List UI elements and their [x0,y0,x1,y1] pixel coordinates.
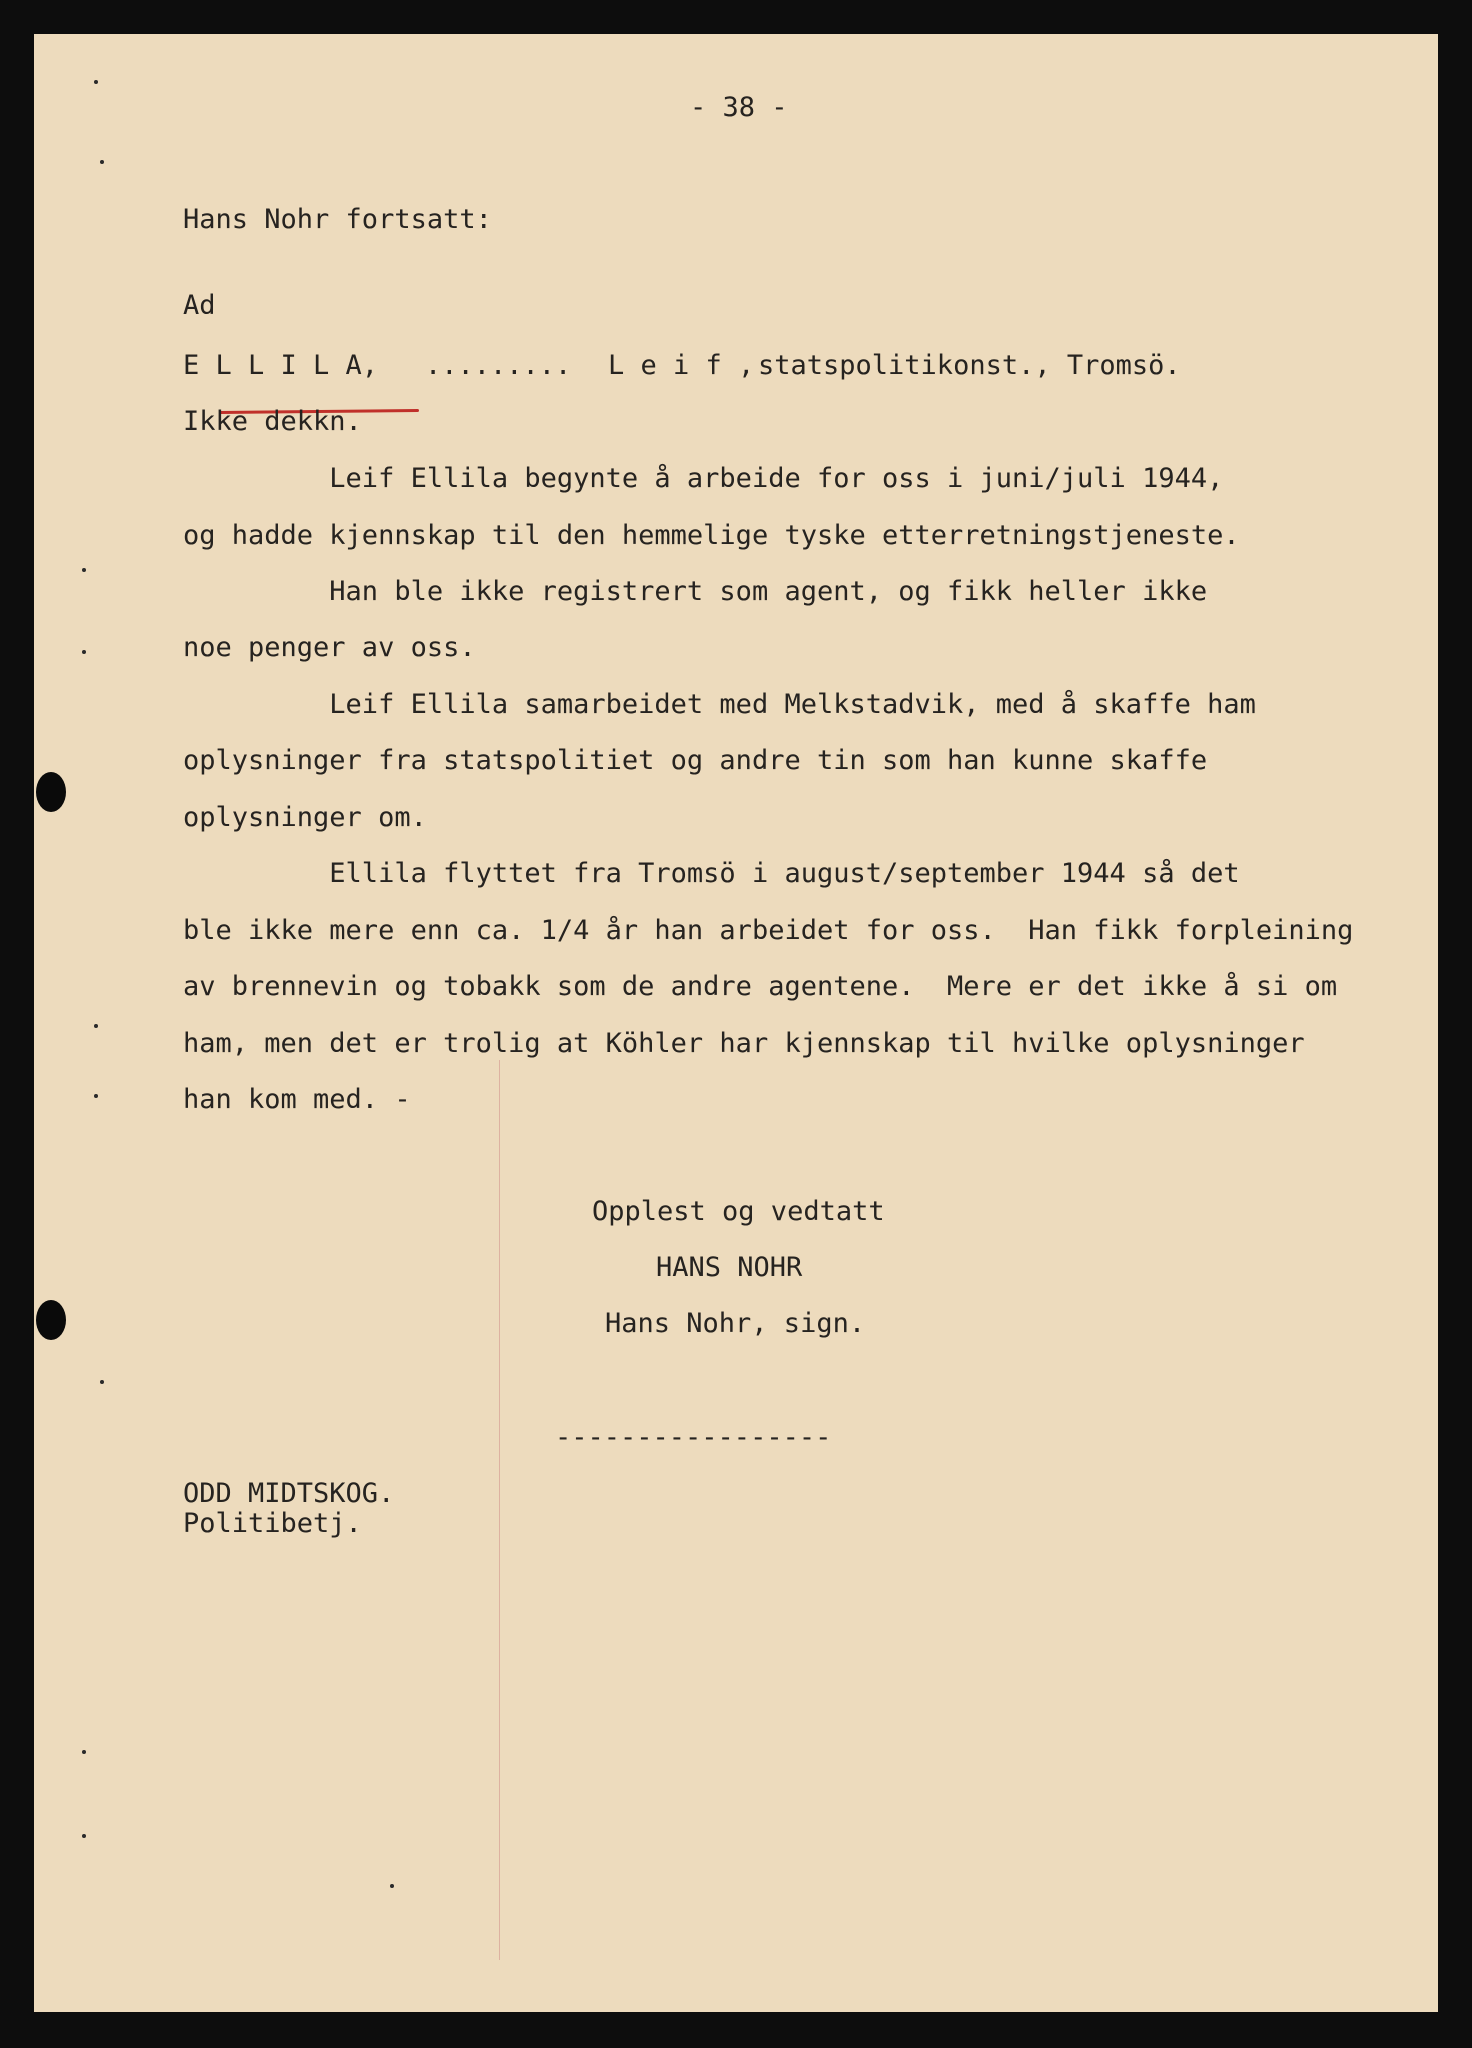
speck [82,650,86,654]
entry-surname: E L L I L A, [183,350,379,381]
body-line: Leif Ellila samarbeidet med Melkstadvik, med å skaffe ham [183,689,1256,720]
body-line: Han ble ikke registrert som agent, og fikk heller ikke [183,576,1208,607]
separator-line: ----------------- [555,1422,832,1453]
speck [82,568,86,572]
document-page [34,34,1438,2012]
speck [94,1094,98,1098]
body-line: han kom med. - [183,1084,411,1115]
margin-line [499,1060,500,1960]
speck [100,1380,104,1384]
speck [82,1834,86,1838]
ad-label: Ad [183,290,216,321]
entry-title-place: statspolitikonst., Tromsö. [758,350,1181,381]
speck [82,1750,86,1754]
read-approved: Opplest og vedtatt [592,1196,885,1227]
speck [94,1024,98,1028]
officer-rank: Politibetj. [183,1508,362,1539]
body-line: oplysninger fra statspolitiet og andre tin som han kunne skaffe [183,745,1208,776]
body-line: Ellila flyttet fra Tromsö i august/september 1944 så det [183,858,1240,889]
speck [390,1884,394,1888]
entry-firstname: L e i f , [608,350,755,381]
cover-status: Ikke dekkn. [183,406,362,437]
body-line: og hadde kjennskap til den hemmelige tyske etterretningstjeneste. [183,520,1240,551]
officer-name: ODD MIDTSKOG. [183,1478,395,1509]
punch-hole [36,772,66,812]
speck [100,160,104,164]
body-line: ham, men det er trolig at Köhler har kjennskap til hvilke oplysninger [183,1028,1305,1059]
body-line: av brennevin og tobakk som de andre agentene. Mere er det ikke å si om [183,971,1338,1002]
signer-name-caps: HANS NOHR [656,1252,803,1283]
signer-name-signed: Hans Nohr, sign. [605,1308,866,1339]
body-line: oplysninger om. [183,802,427,833]
body-line: Leif Ellila begynte å arbeide for oss i juni/juli 1944, [183,463,1224,494]
speck [94,80,98,84]
page-number: - 38 - [690,92,788,123]
punch-hole [36,1300,66,1340]
body-line: noe penger av oss. [183,632,476,663]
body-line: ble ikke mere enn ca. 1/4 år han arbeidet for oss. Han fikk forpleining [183,915,1354,946]
heading: Hans Nohr fortsatt: [183,204,492,235]
entry-dots: ......... [425,350,572,381]
